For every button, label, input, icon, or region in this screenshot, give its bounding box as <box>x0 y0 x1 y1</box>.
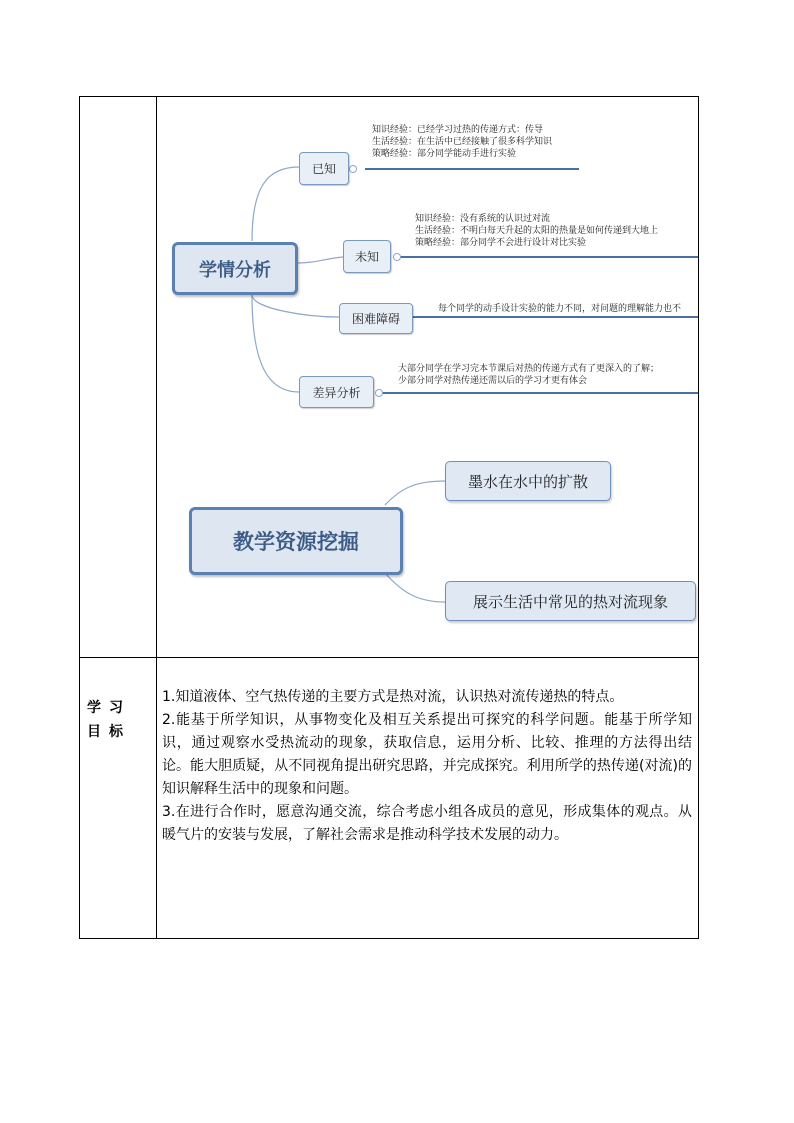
connector-resource-2 <box>385 573 445 602</box>
objectives-content <box>162 686 692 847</box>
node-difficulty[interactable]: 困难障碍 <box>339 303 413 334</box>
resource-item-ink-diffusion[interactable]: 墨水在水中的扩散 <box>445 461 611 501</box>
objective-1: 1.知道液体、空气热传递的主要方式是热对流，认识热对流传递热的特点。 <box>162 689 624 705</box>
collapse-dot-known <box>350 166 357 173</box>
collapse-dot-unknown <box>394 254 401 261</box>
objective-3: 3.在进行合作时，愿意沟通交流，综合考虑小组各成员的意见，形成集体的观点。从暖气片的安装与发展，了解社会需求是推动科学技术发展的动力。 <box>162 804 692 843</box>
notes-difference: 大部分同学在学习完本节课后对热的传递方式有了更深入的了解； 少部分同学对热传递还需以后的学习才更有体会 <box>398 364 660 386</box>
connector-unknown <box>297 257 343 263</box>
center-node-teaching-resources[interactable]: 教学资源挖掘 <box>189 507 403 575</box>
connector-difficulty <box>252 295 339 317</box>
resource-item-convection-phenomena[interactable]: 展示生活中常见的热对流现象 <box>445 581 696 621</box>
connector-known <box>252 167 299 241</box>
collapse-dot-difference <box>376 390 383 397</box>
node-unknown[interactable]: 未知 <box>343 240 391 273</box>
objectives-label: 学习目标 <box>87 700 131 740</box>
node-known[interactable]: 已知 <box>299 152 349 185</box>
connector-resource-1 <box>385 481 445 505</box>
notes-unknown: 知识经验：没有系统的认识过对流 生活经验：不明白每天升起的太阳的热量是如何传递到大地上 策略经验：部分同学不会进行设计对比实验 <box>415 214 659 248</box>
objective-2: 2.能基于所学知识，从事物变化及相互关系提出可探究的科学问题。能基于所学知识，通过观察水受热流动的现象，获取信息，运用分析、比较、推理的方法得出结论。能大胆质疑，从不同视角提出研究思路，并完成探究。利用所学的热传递(对流)的知识解释生活中的现象和问题。 <box>162 712 692 797</box>
notes-difficulty: 每个同学的动手设计实验的能力不同，对问题的理解能力也不 <box>438 304 682 314</box>
mindmap-area <box>157 97 698 657</box>
objectives-label-cell <box>80 658 156 938</box>
center-node-student-analysis[interactable]: 学情分析 <box>172 242 298 295</box>
row-divider <box>79 657 699 658</box>
notes-known: 知识经验：已经学习过热的传递方式：传导 生活经验：在生活中已经接触了很多科学知识 策略经验：部分同学能动手进行实验 <box>372 125 553 159</box>
node-difference[interactable]: 差异分析 <box>299 376 374 408</box>
